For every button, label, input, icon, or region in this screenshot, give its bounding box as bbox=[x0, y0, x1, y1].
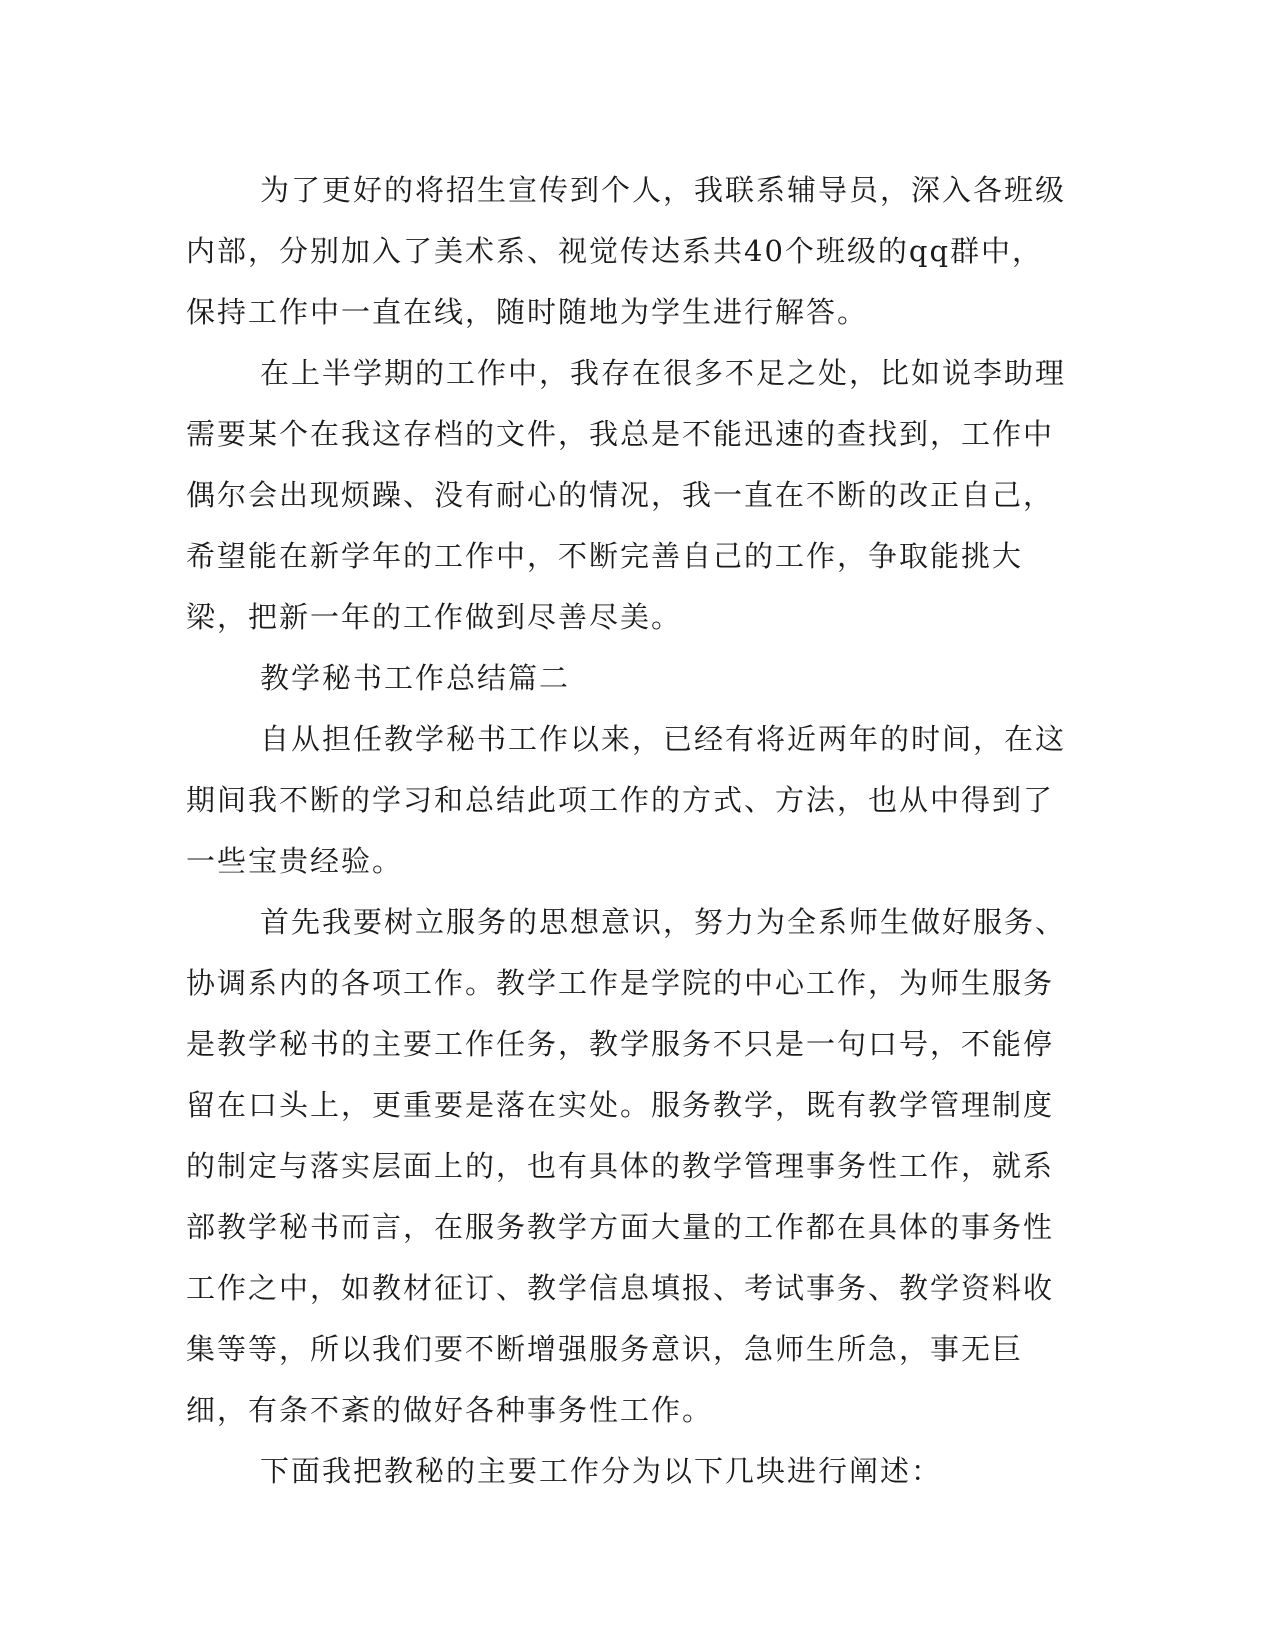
section-heading: 教学秘书工作总结篇二 bbox=[260, 661, 571, 695]
paragraph-recruitment-publicity: 为了更好的将招生宣传到个人，我联系辅导员，深入各班级内部，分别加入了美术系、视觉传达系共40个班级的qq群中，保持工作中一直在线，随时随地为学生进行解答。 bbox=[186, 173, 1067, 329]
document-body bbox=[186, 160, 1066, 1502]
paragraph-experience: 自从担任教学秘书工作以来，已经有将近两年的时间，在这期间我不断的学习和总结此项工作的方式、方法，也从中得到了一些宝贵经验。 bbox=[186, 722, 1067, 878]
paragraph-shortcomings: 在上半学期的工作中，我存在很多不足之处，比如说李助理需要某个在我这存档的文件，我总是不能迅速的查找到，工作中偶尔会出现烦躁、没有耐心的情况，我一直在不断的改正自己，希望能在新学年的工作中，不断完善自己的工作，争取能挑大梁，把新一年的工作做到尽善尽美。 bbox=[186, 356, 1067, 634]
paragraph-service-awareness: 首先我要树立服务的思想意识，努力为全系师生做好服务、协调系内的各项工作。教学工作是学院的中心工作，为师生服务是教学秘书的主要工作任务，教学服务不只是一句口号，不能停留在口头上，更重要是落在实处。服务教学，既有教学管理制度的制定与落实层面上的，也有具体的教学管理事务性工作，就系部教学秘书而言，在服务教学方面大量的工作都在具体的事务性工作之中，如教材征订、教学信息填报、考试事务、教学资料收集等等，所以我们要不断增强服务意识，急师生所急，事无巨细，有条不紊的做好各种事务性工作。 bbox=[186, 905, 1067, 1427]
paragraph-main-work-intro: 下面我把教秘的主要工作分为以下几块进行阐述： bbox=[260, 1454, 943, 1488]
